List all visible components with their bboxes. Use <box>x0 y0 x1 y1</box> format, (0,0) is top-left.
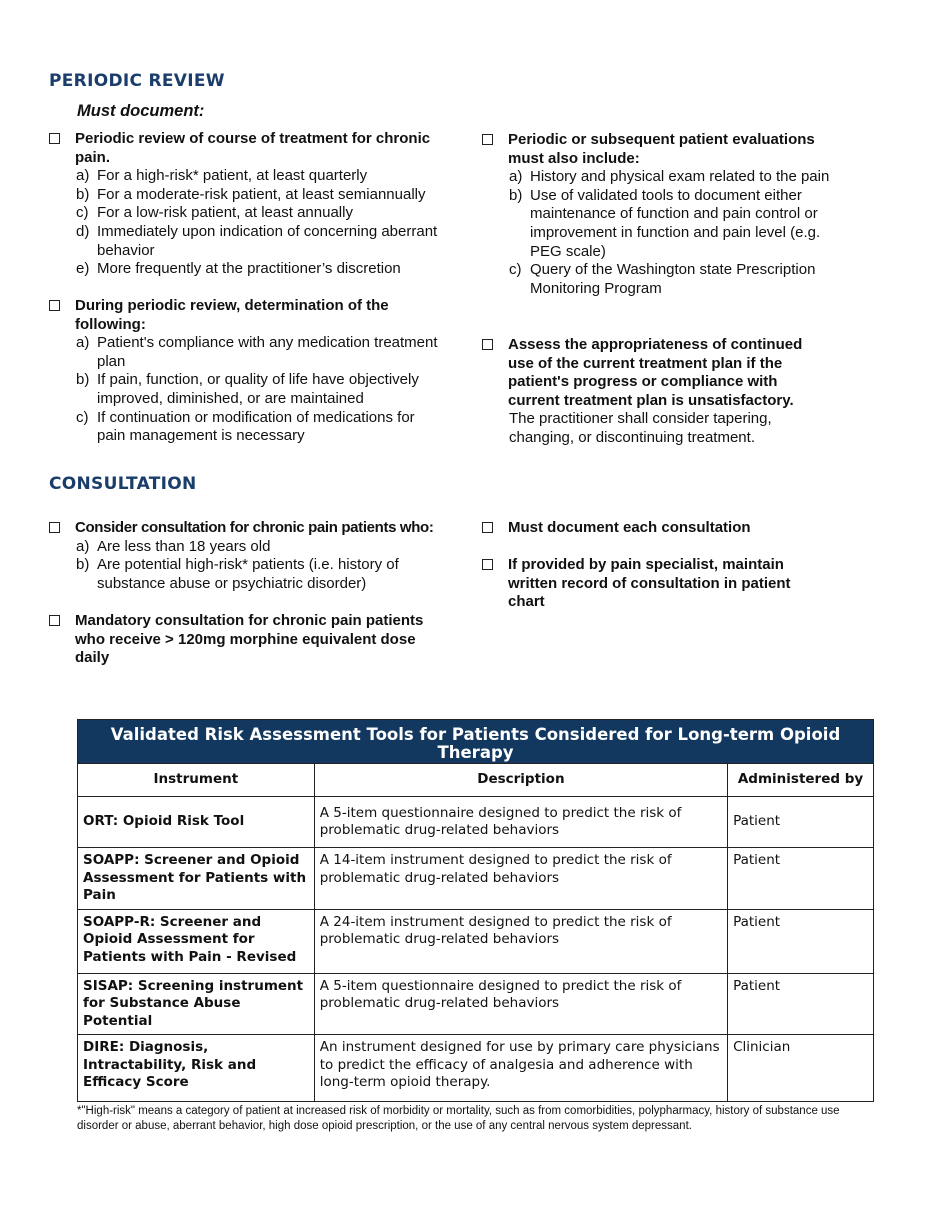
table-header-row <box>78 764 874 797</box>
description-cell: A 5-item questionnaire designed to predict the risk of problematic drug-related behaviors <box>314 973 727 1035</box>
item-heading: Periodic review of course of treatment for chronic pain. <box>75 130 431 166</box>
must-document-subhead: Must document: <box>77 102 205 120</box>
checklist-item-mandatory-consultation <box>49 612 449 668</box>
checkbox-icon[interactable] <box>482 559 493 570</box>
item-heading: If provided by pain specialist, maintain written record of consultation in patient chart <box>508 556 791 611</box>
checklist-item-periodic-review <box>49 130 444 279</box>
description-cell: A 24-item instrument designed to predict the risk of problematic drug-related behaviors <box>314 909 727 973</box>
list-item: c) If continuation or modification of medications for pain management is necessary <box>76 408 415 445</box>
item-heading: Periodic or subsequent patient evaluations must also include: <box>508 131 815 167</box>
item-text: The practitioner shall consider tapering, changing, or discontinuing treatment. <box>509 410 772 446</box>
instrument-cell: SOAPP: Screener and Opioid Assessment for Patients with Pain <box>78 848 315 910</box>
checklist-item-consider-consultation <box>49 519 449 593</box>
table-row <box>78 909 874 973</box>
instrument-cell: SISAP: Screening instrument for Substance Abuse Potential <box>78 973 315 1035</box>
checklist-item-determination <box>49 297 444 446</box>
consultation-title: CONSULTATION <box>49 474 197 494</box>
checklist-item-document-consultation <box>482 519 832 538</box>
list-item: c) For a low-risk patient, at least annually <box>76 204 353 222</box>
periodic-review-title: PERIODIC REVIEW <box>49 71 225 91</box>
instrument-cell: DIRE: Diagnosis, Intractability, Risk and Efficacy Score <box>78 1035 315 1102</box>
administered-by-cell: Patient <box>728 909 874 973</box>
checkbox-icon[interactable] <box>49 522 60 533</box>
list-item: a) History and physical exam related to the pain <box>509 168 830 186</box>
administered-by-cell: Patient <box>728 848 874 910</box>
description-cell: An instrument designed for use by primary care physicians to predict the efficacy of analgesia and adherence with long-term opioid therapy. <box>314 1035 727 1102</box>
checkbox-icon[interactable] <box>49 300 60 311</box>
list-item: a) For a high-risk* patient, at least quarterly <box>76 167 368 185</box>
administered-by-cell: Patient <box>728 973 874 1035</box>
instrument-cell: ORT: Opioid Risk Tool <box>78 797 315 848</box>
checkbox-icon[interactable] <box>482 339 493 350</box>
list-item: b) Are potential high-risk* patients (i.e. history of substance abuse or psychiatric disorder) <box>76 556 399 592</box>
checklist-item-pain-specialist <box>482 556 822 612</box>
list-item: e) More frequently at the practitioner’s discretion <box>76 260 401 278</box>
column-header-description: Description <box>314 764 727 797</box>
item-heading: Must document each consultation <box>508 519 751 536</box>
list-item: d) Immediately upon indication of concerning aberrant behavior <box>76 222 438 259</box>
table-row <box>78 797 874 848</box>
column-header-instrument: Instrument <box>78 764 315 797</box>
table-row <box>78 973 874 1035</box>
list-item: c) Query of the Washington state Prescription Monitoring Program <box>509 261 816 297</box>
administered-by-cell: Patient <box>728 797 874 848</box>
item-heading: During periodic review, determination of the following: <box>75 297 389 333</box>
checklist-item-assess-appropriateness <box>482 336 832 448</box>
item-heading: Consider consultation for chronic pain patients who: <box>75 519 434 536</box>
table-row <box>78 848 874 910</box>
list-item: a) Patient's compliance with any medication treatment plan <box>76 334 438 370</box>
risk-assessment-table <box>77 719 874 1102</box>
item-heading: Assess the appropriateness of continued use of the current treatment plan if the patient's progress or compliance with current treatment plan is unsatisfactory. <box>508 336 803 409</box>
table-row <box>78 1035 874 1102</box>
list-item: a) Are less than 18 years old <box>76 537 271 555</box>
checkbox-icon[interactable] <box>49 615 60 626</box>
checkbox-icon[interactable] <box>482 522 493 533</box>
item-heading: Mandatory consultation for chronic pain patients who receive > 120mg morphine equivalent dose daily <box>75 612 424 667</box>
instrument-cell: SOAPP-R: Screener and Opioid Assessment for Patients with Pain - Revised <box>78 909 315 973</box>
description-cell: A 5-item questionnaire designed to predict the risk of problematic drug-related behaviors <box>314 797 727 848</box>
footnote: *"High-risk" means a category of patient at increased risk of morbidity or mortality, such as from comorbidities, polypharmacy, history of substance use disorder or abuse, aberrant behavior, high dose opioid prescription, or the use of any central nervous system depressant. <box>77 1105 840 1132</box>
table-caption: Validated Risk Assessment Tools for Patients Considered for Long-term Opioid Therapy <box>78 720 874 764</box>
list-item: b) For a moderate-risk patient, at least semiannually <box>76 185 426 203</box>
checklist-item-evaluations <box>482 131 842 298</box>
list-item: b) If pain, function, or quality of life have objectively improved, diminished, or are maintained <box>76 371 419 407</box>
list-item: b) Use of validated tools to document either maintenance of function and pain control or improvement in function and pain level (e.g. PEG scale) <box>509 186 821 260</box>
description-cell: A 14-item instrument designed to predict the risk of problematic drug-related behaviors <box>314 848 727 910</box>
checkbox-icon[interactable] <box>482 134 493 145</box>
administered-by-cell: Clinician <box>728 1035 874 1102</box>
checkbox-icon[interactable] <box>49 133 60 144</box>
column-header-administered-by: Administered by <box>728 764 874 797</box>
